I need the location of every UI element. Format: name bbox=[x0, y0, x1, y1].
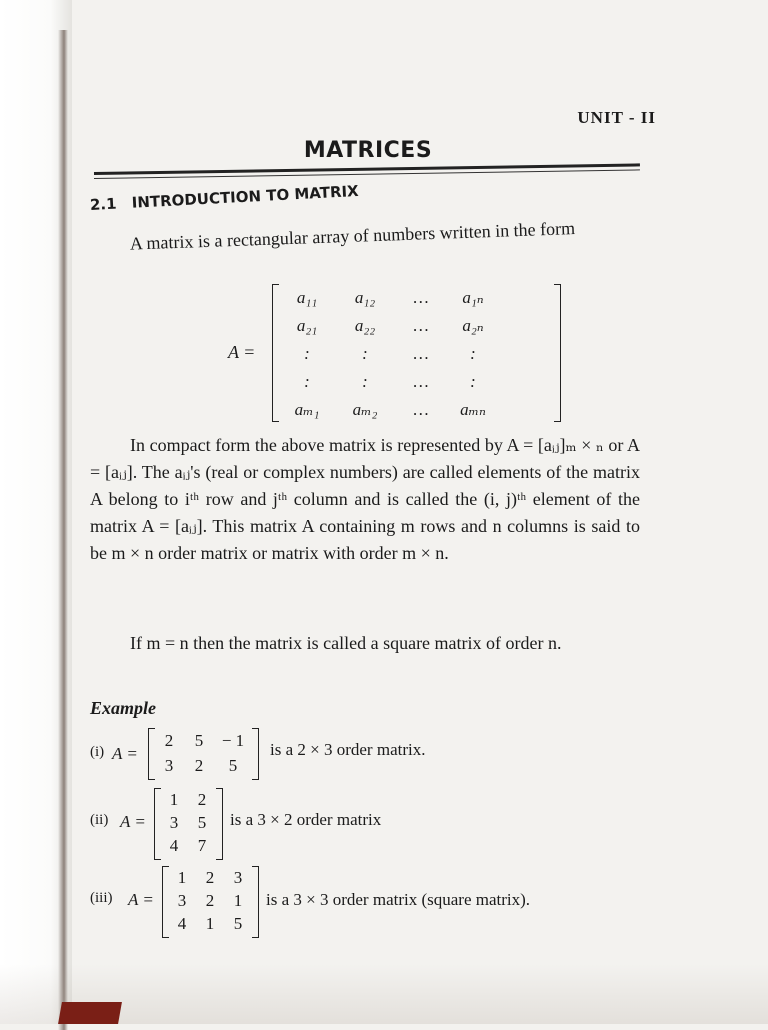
matrix-entry: … bbox=[413, 400, 429, 419]
matrix-entry: aₘ₁ bbox=[294, 400, 320, 419]
matrix-entry: : bbox=[362, 372, 368, 391]
square-matrix-paragraph: If m = n then the matrix is called a square matrix of order n. bbox=[130, 633, 562, 653]
example-description: is a 3 × 3 order matrix (square matrix). bbox=[266, 890, 531, 909]
matrix-entry: aₘ₂ bbox=[352, 400, 378, 419]
example-lhs: A = bbox=[120, 812, 146, 831]
matrix-entry: a₂₂ bbox=[354, 316, 376, 335]
example-description: is a 2 × 3 order matrix. bbox=[270, 740, 426, 759]
matrix-entry: 5 bbox=[228, 755, 238, 775]
general-matrix bbox=[228, 284, 558, 424]
matrix-entry: : bbox=[470, 344, 476, 363]
example-tag: (i) bbox=[90, 744, 105, 760]
example-2 bbox=[90, 788, 650, 860]
compact-form-paragraph: In compact form the above matrix is represented by A = [aᵢⱼ]ₘ × ₙ or A = [aᵢⱼ]. The aᵢⱼ's (real or complex numbers) are called elements of the matrix A belong to iᵗʰ row and jᵗʰ column and is called the (i, j)ᵗʰ element of the matrix A = [aᵢⱼ]. This matrix A containing m rows and n columns is said to be m × n order matrix or matrix with order m × n. bbox=[90, 435, 640, 563]
matrix-entry: 3 bbox=[233, 867, 243, 887]
example-heading: Example bbox=[90, 698, 156, 718]
matrix-entry: a₁ₙ bbox=[462, 288, 484, 307]
matrix-entry: 2 bbox=[164, 730, 174, 750]
matrix-entry: 4 bbox=[177, 913, 187, 933]
intro-paragraph: A matrix is a rectangular array of numbers written in the form bbox=[129, 218, 576, 254]
matrix-entry: 2 bbox=[194, 755, 204, 775]
matrix-entry: 3 bbox=[177, 890, 187, 910]
matrix-entry: 5 bbox=[194, 730, 204, 750]
matrix-entry: 3 bbox=[164, 755, 174, 775]
matrix-entry: 5 bbox=[233, 913, 243, 933]
matrix-entry: 2 bbox=[205, 890, 215, 910]
matrix-entry: a₁₂ bbox=[354, 288, 376, 307]
matrix-entry: 1 bbox=[177, 867, 187, 887]
unit-label: UNIT - II bbox=[577, 108, 656, 127]
right-bracket bbox=[252, 866, 259, 938]
matrix-entry: : bbox=[304, 344, 310, 363]
page-spine-shadow bbox=[58, 30, 68, 1030]
right-bracket bbox=[252, 728, 259, 780]
section-heading bbox=[90, 182, 360, 214]
example-tag: (iii) bbox=[90, 890, 113, 906]
matrix-entry: : bbox=[362, 344, 368, 363]
matrix-entry: a₂₁ bbox=[296, 316, 318, 335]
matrix-entry: … bbox=[413, 288, 429, 307]
matrix-entry: 5 bbox=[197, 812, 207, 832]
example-tag: (ii) bbox=[90, 812, 109, 828]
matrix-entry: : bbox=[470, 372, 476, 391]
general-matrix-lhs: A = bbox=[228, 342, 256, 362]
example-matrix-grid bbox=[168, 866, 252, 935]
textbook-page bbox=[78, 0, 658, 1024]
matrix-entry: a₂ₙ bbox=[462, 316, 484, 335]
matrix-entry: 2 bbox=[205, 867, 215, 887]
example-lhs: A = bbox=[112, 744, 138, 763]
example-matrix-grid bbox=[160, 788, 216, 857]
matrix-entry: a₁₁ bbox=[296, 288, 318, 307]
example-lhs: A = bbox=[128, 890, 154, 909]
matrix-entry: − 1 bbox=[221, 730, 245, 750]
matrix-entry: : bbox=[304, 372, 310, 391]
matrix-entry: … bbox=[413, 316, 429, 335]
right-bracket bbox=[554, 284, 561, 422]
matrix-entry: … bbox=[413, 344, 429, 363]
matrix-entry: 1 bbox=[169, 789, 179, 809]
section-number: 2.1 bbox=[89, 194, 118, 214]
matrix-entry: 2 bbox=[197, 789, 207, 809]
chapter-title: MATRICES bbox=[303, 138, 433, 163]
example-3 bbox=[90, 866, 650, 938]
general-matrix-grid bbox=[278, 284, 548, 424]
example-1 bbox=[90, 728, 650, 782]
matrix-entry: … bbox=[413, 372, 429, 391]
matrix-entry: 1 bbox=[233, 890, 243, 910]
section-title: INTRODUCTION TO MATRIX bbox=[131, 181, 360, 212]
example-matrix-grid bbox=[154, 728, 252, 778]
right-bracket bbox=[216, 788, 223, 860]
matrix-entry: 4 bbox=[169, 835, 179, 855]
matrix-entry: 3 bbox=[169, 812, 179, 832]
matrix-entry: 1 bbox=[205, 913, 215, 933]
example-description: is a 3 × 2 order matrix bbox=[230, 810, 382, 829]
matrix-entry: 7 bbox=[197, 835, 207, 855]
matrix-entry: aₘₙ bbox=[460, 400, 486, 419]
